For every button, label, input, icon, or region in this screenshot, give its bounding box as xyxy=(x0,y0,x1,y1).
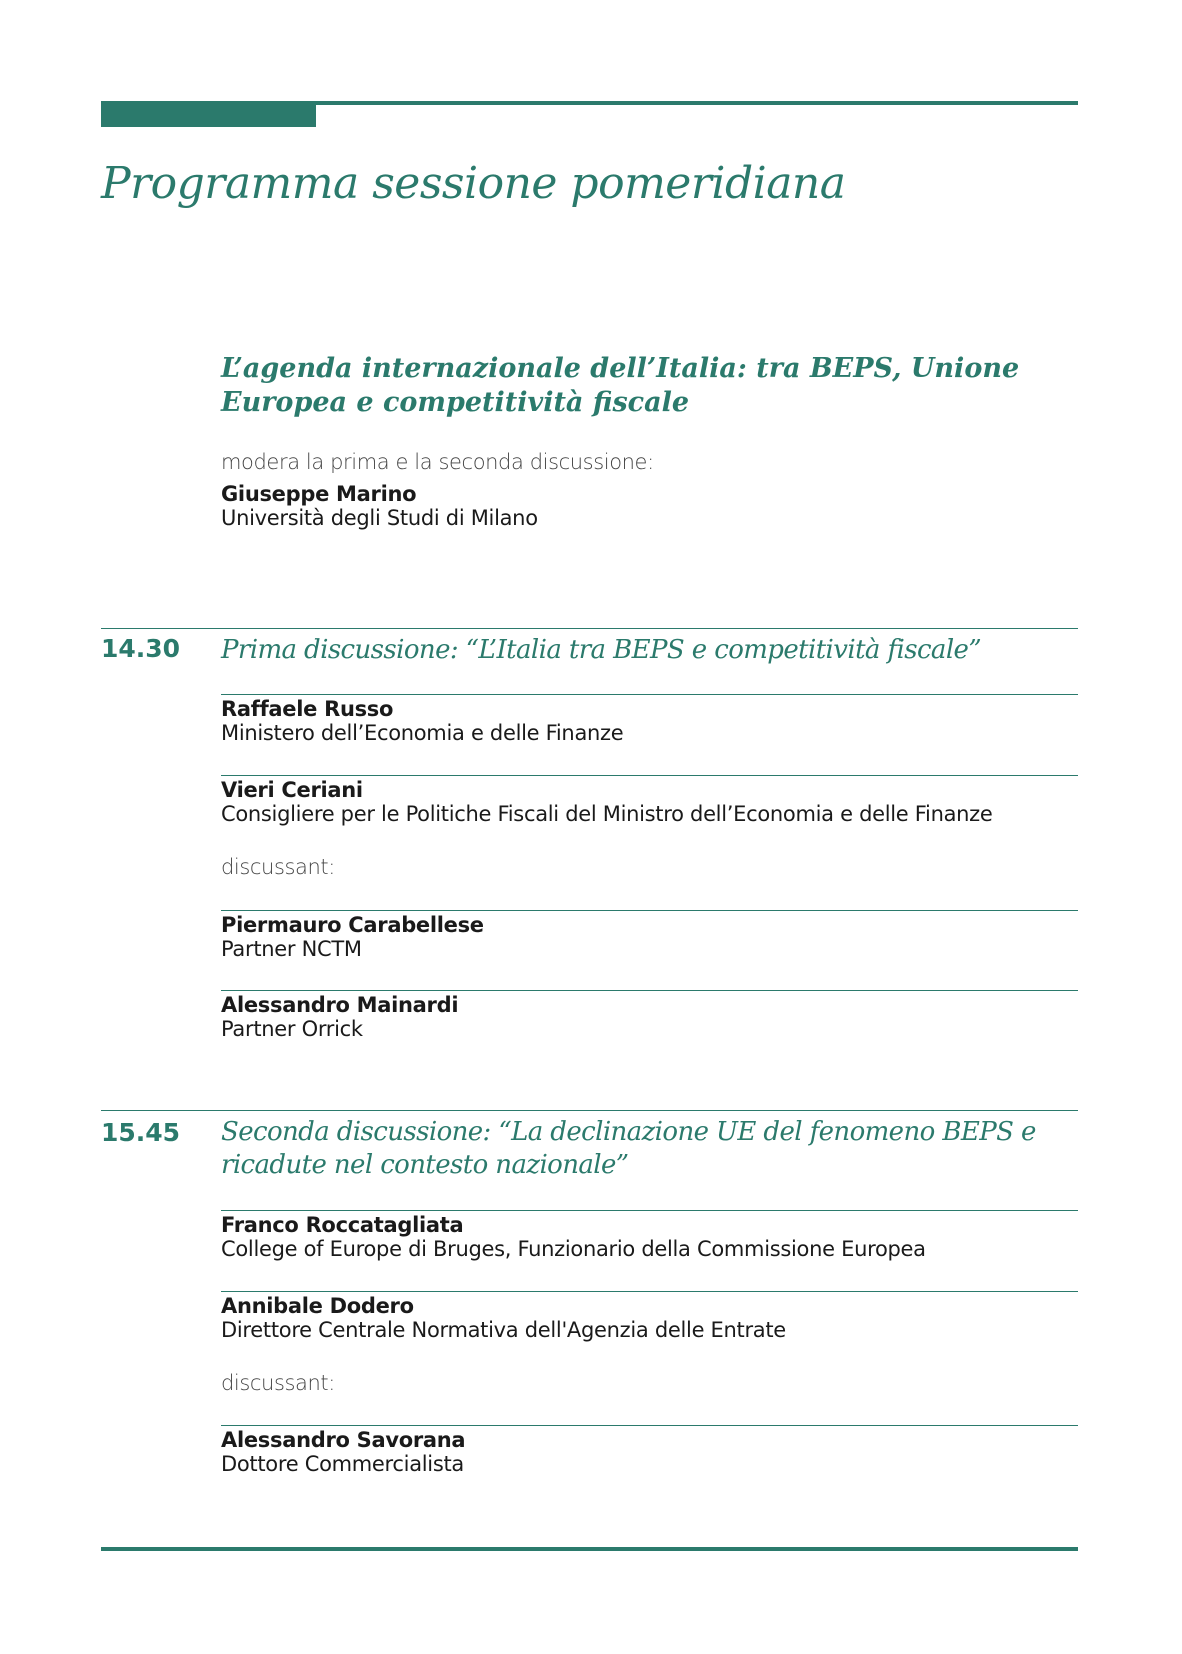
session-2-time: 15.45 xyxy=(101,1118,181,1147)
discussant-rule xyxy=(221,910,1078,911)
speaker-affiliation: Direttore Centrale Normativa dell'Agenzia delle Entrate xyxy=(221,1318,786,1342)
speaker-affiliation: Consigliere per le Politiche Fiscali del Ministro dell’Economia e delle Finanze xyxy=(221,802,993,826)
speaker-rule xyxy=(221,1291,1078,1292)
session-2-rule xyxy=(101,1110,1078,1111)
agenda-title-line-2: Europea e competitività fiscale xyxy=(221,387,690,418)
speaker-affiliation: College of Europe di Bruges, Funzionario della Commissione Europea xyxy=(221,1237,926,1261)
session-1-title xyxy=(221,634,1081,667)
session-2-title-line-2: ricadute nel contesto nazionale” xyxy=(221,1150,629,1180)
speaker-name: Annibale Dodero xyxy=(221,1294,414,1318)
header-accent-block xyxy=(101,101,316,127)
session-2-title-line-1: Seconda discussione: “La declinazione UE del fenomeno BEPS e xyxy=(221,1117,1036,1147)
speaker-rule xyxy=(221,775,1078,776)
discussant-affiliation: Partner Orrick xyxy=(221,1017,363,1041)
discussant-name: Alessandro Savorana xyxy=(221,1428,466,1452)
discussant-label: discussant: xyxy=(221,1371,335,1395)
discussant-name: Alessandro Mainardi xyxy=(221,993,459,1017)
discussant-rule xyxy=(221,1425,1078,1426)
discussant-affiliation: Dottore Commercialista xyxy=(221,1452,464,1476)
agenda-title xyxy=(221,352,1021,420)
moderator-affiliation: Università degli Studi di Milano xyxy=(221,506,538,530)
session-1-time: 14.30 xyxy=(101,634,181,663)
session-1-rule xyxy=(101,628,1078,629)
discussant-affiliation: Partner NCTM xyxy=(221,937,362,961)
speaker-name: Vieri Ceriani xyxy=(221,778,363,802)
moderator-label: modera la prima e la seconda discussione: xyxy=(221,450,654,474)
page-title: Programma sessione pomeridiana xyxy=(101,158,846,209)
session-1-title-line-1: Prima discussione: “L’Italia tra BEPS e competitività fiscale” xyxy=(221,635,982,665)
agenda-title-line-1: L’agenda internazionale dell’Italia: tra BEPS, Unione xyxy=(221,353,1020,384)
speaker-rule xyxy=(221,1210,1078,1211)
discussant-name: Piermauro Carabellese xyxy=(221,913,484,937)
discussant-rule xyxy=(221,990,1078,991)
speaker-affiliation: Ministero dell’Economia e delle Finanze xyxy=(221,721,624,745)
speaker-rule xyxy=(221,694,1078,695)
moderator-name: Giuseppe Marino xyxy=(221,482,417,506)
session-2-title xyxy=(221,1116,1081,1182)
speaker-name: Franco Roccatagliata xyxy=(221,1213,464,1237)
discussant-label: discussant: xyxy=(221,855,335,879)
footer-rule xyxy=(101,1547,1078,1551)
speaker-name: Raffaele Russo xyxy=(221,697,394,721)
